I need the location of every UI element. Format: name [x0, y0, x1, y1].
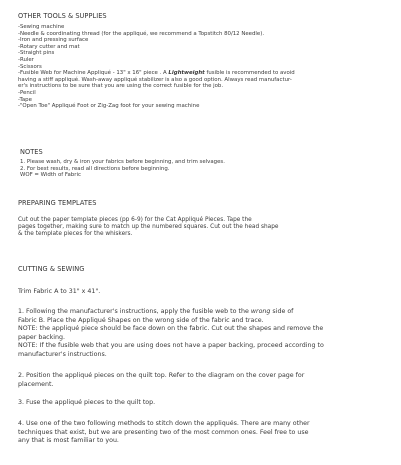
tool-item: -Iron and pressing surface: [18, 37, 89, 44]
tool-item: -Pencil: [18, 89, 36, 96]
preparing-text: [18, 217, 387, 239]
step-4: 4. Use one of the two following methods to stitch down the appliqués. There are many other techniques that exist, but we are presenting two of the most common ones. Feel free to use any that is most familiar to you.: [18, 420, 310, 445]
step-1-note: NOTE: If the fusible web that you are using does not have a paper backing, proceed according to: [18, 342, 324, 350]
step-2: 2. Position the appliqué pieces on the quilt top. Refer to the diagram on the cover page for placement.: [18, 372, 305, 388]
other-tools-list: [18, 24, 387, 110]
note-item: WOF = Width of Fabric: [20, 172, 81, 179]
notes-heading: NOTES: [20, 148, 43, 156]
tool-item: -Tape: [18, 96, 32, 103]
note-item: 1. Please wash, dry & iron your fabrics before beginning, and trim selvages.: [20, 159, 225, 165]
trim-instruction: Trim Fabric A to 31" x 41".: [18, 288, 101, 295]
notes-list: [20, 159, 387, 179]
tool-item: -"Open Toe" Appliqué Foot or Zig-Zag foot for your sewing machine: [18, 103, 200, 110]
tool-item: -Straight pins: [18, 50, 55, 57]
tool-item: -Rotary cutter and mat: [18, 43, 80, 50]
note-item: 2. For best results, read all directions before beginning.: [20, 165, 170, 172]
fusible-web-line3: er's instructions to be sure that you are using the correct fusible for the job.: [18, 83, 224, 90]
tool-item: -Needle & coordinating thread (for the appliqué, we recommend a Topstitch 80/12 Needle).: [18, 30, 265, 37]
fusible-web-line2: having a stiff appliqué. Wash-away appliqué stabilizer is also a good option. Always read manufactur-: [18, 76, 292, 83]
preparing-line: & the template pieces for the whiskers.: [18, 231, 133, 238]
cutting-heading: CUTTING & SEWING: [18, 265, 85, 273]
tool-item: -Scissors: [18, 63, 42, 70]
step-1-note: NOTE: the appliqué piece should be face down on the fabric. Cut out the shapes and remove the: [18, 325, 324, 333]
preparing-line: pages together, making sure to match up the numbered squares. Cut out the head shape: [18, 224, 279, 231]
preparing-heading: PREPARING TEMPLATES: [18, 199, 97, 207]
preparing-line: Cut out the paper template pieces (pp 6-9) for the Cat Appliqué Pieces. Tape the: [18, 217, 252, 223]
fusible-web-item: -Fusible Web for Machine Appliqué - 13" x 16" piece . A Lightweight fusible is recommended to avoid: [18, 70, 295, 77]
tool-item: -Sewing machine: [18, 24, 65, 30]
step-1: 1. Following the manufacturer's instructions, apply the fusible web to the wrong side of Fabric B. Place the Appliqué Shapes on the wrong side of the fabric and trace. NOTE: the appliqué piece should be face down on the fabric. Cut out the shapes and remove the paper backing. NOTE: If the fusible web that you are using does not have a paper backing, proceed according to manufacturer's instructions.: [18, 308, 387, 360]
other-tools-heading: OTHER TOOLS & SUPPLIES: [18, 12, 107, 20]
tool-item: -Ruler: [18, 56, 34, 63]
fusible-brand: Lightweight: [168, 70, 205, 77]
step-3: 3. Fuse the appliqué pieces to the quilt top.: [18, 399, 156, 406]
